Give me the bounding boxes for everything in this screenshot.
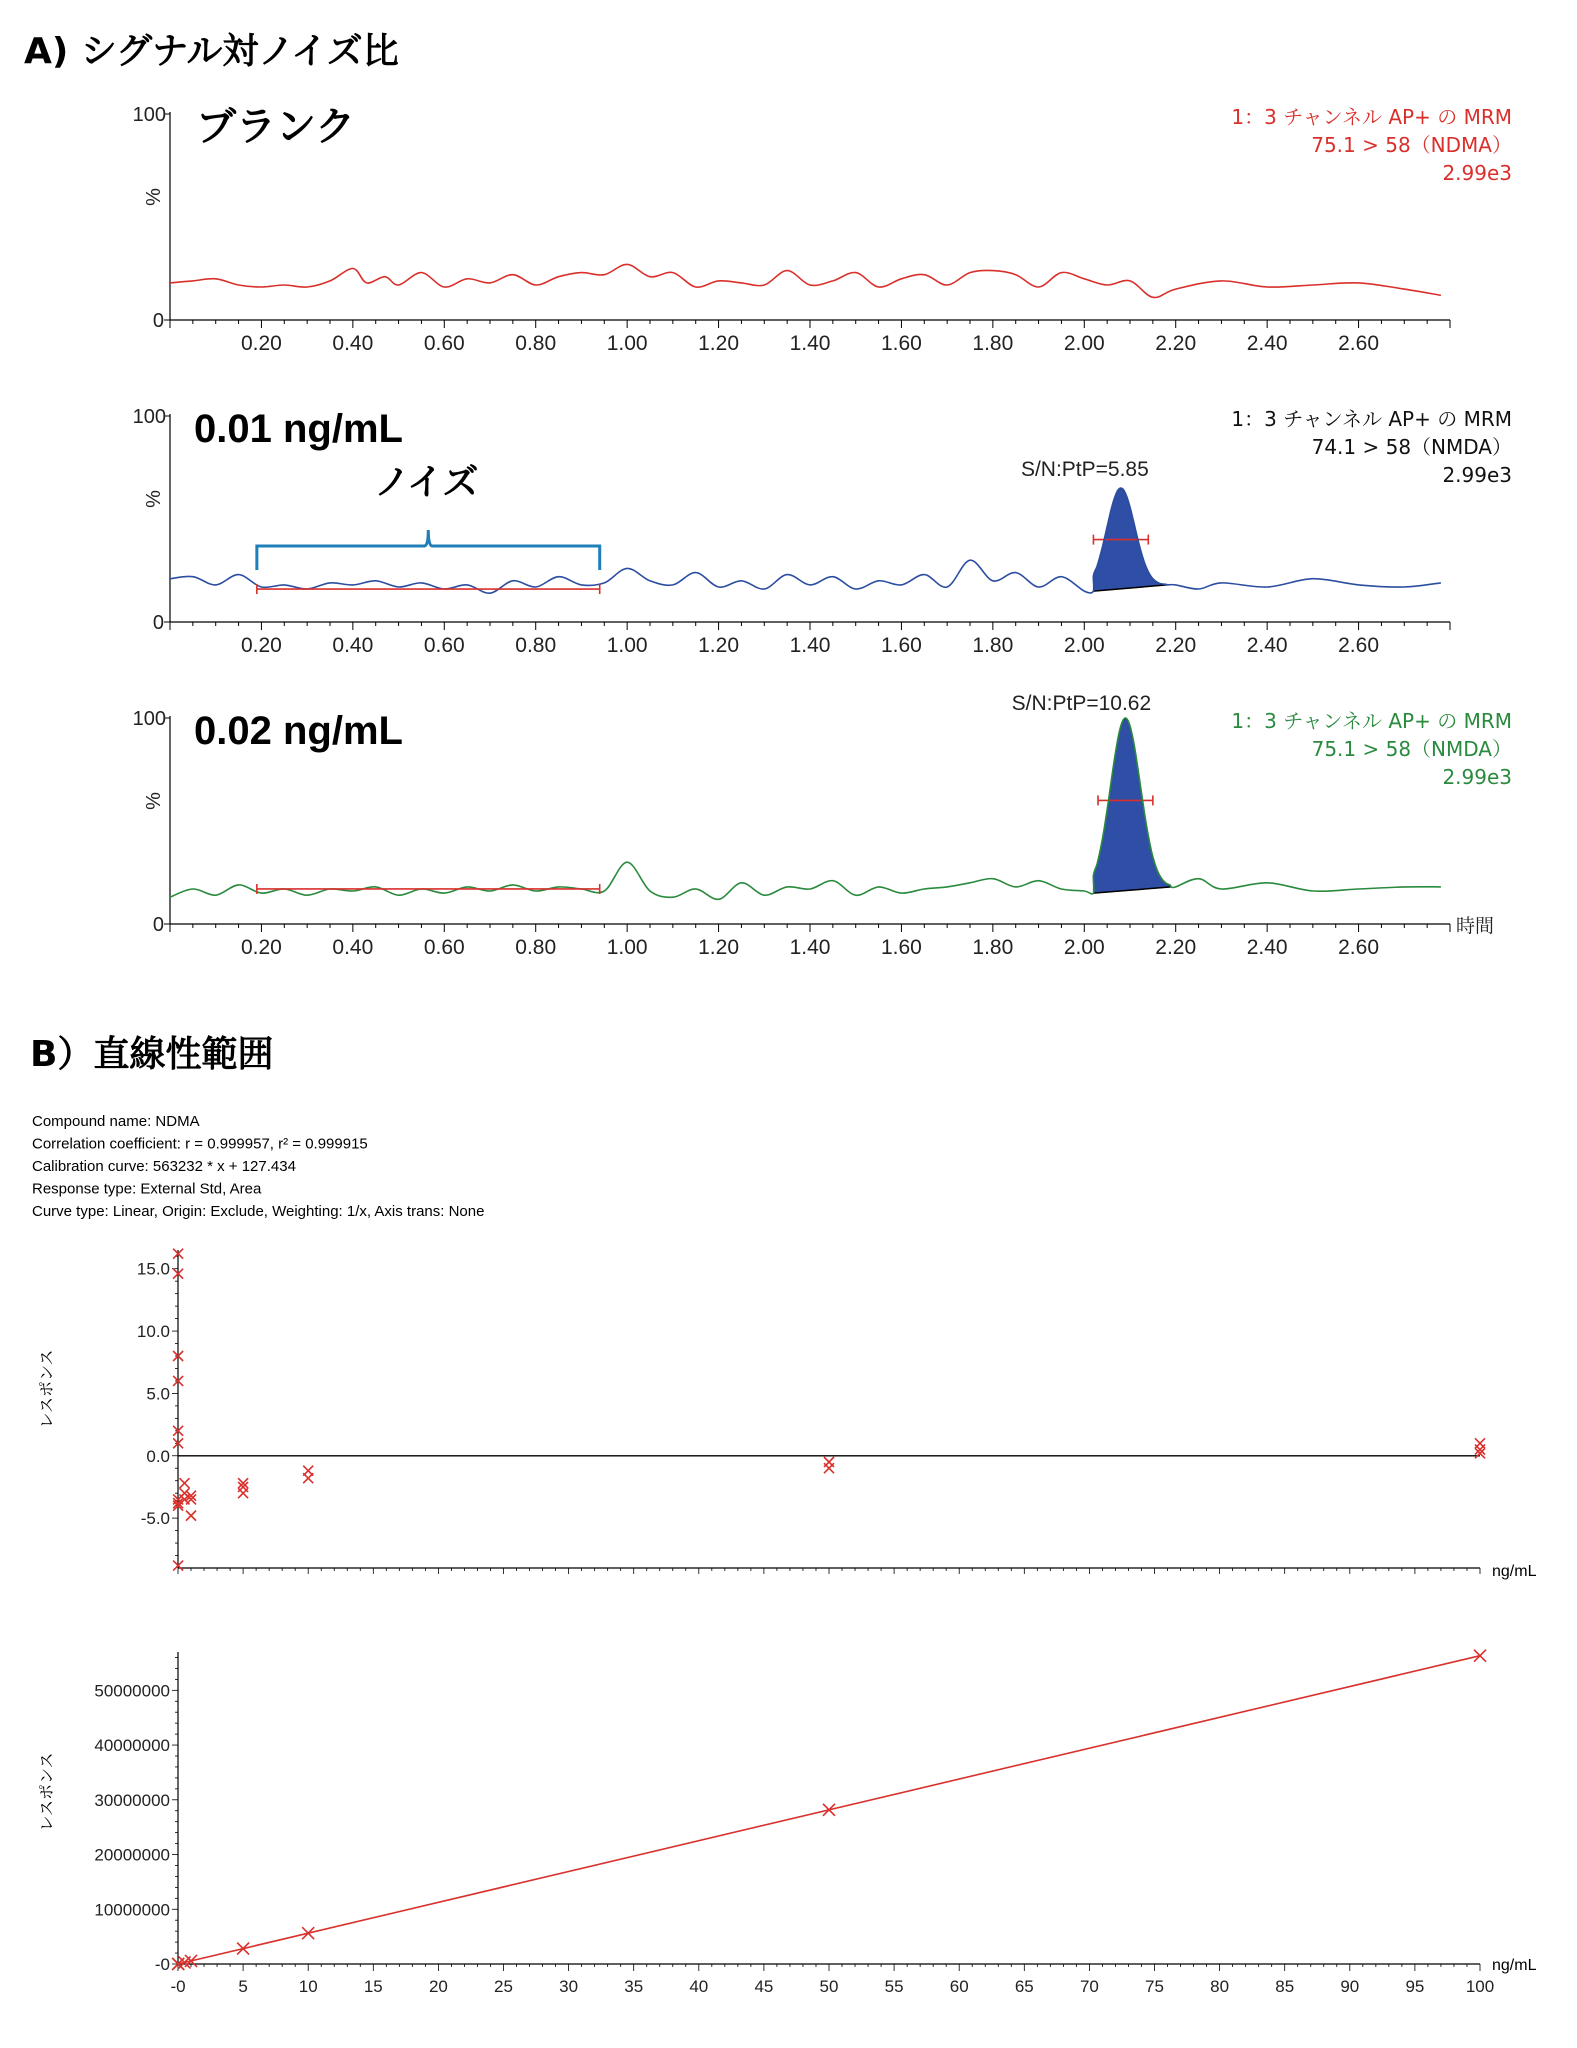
y-tick-label: 50000000 xyxy=(94,1681,170,1701)
y-tick-label: 0 xyxy=(152,612,164,634)
x-tick-label: 5 xyxy=(238,1977,248,1996)
compound-info-line: Response type: External Std, Area xyxy=(32,1180,262,1198)
x-tick-label: 25 xyxy=(494,1977,513,1996)
panel-label: 0.01 ng/mL xyxy=(194,407,403,451)
x-tick-label: 1.20 xyxy=(698,936,740,959)
x-tick-label: 2.00 xyxy=(1063,332,1105,355)
y-tick-label: 20000000 xyxy=(94,1845,170,1865)
x-tick-label: 1.60 xyxy=(880,634,922,657)
channel-info: 1：3 チャンネル AP+ の MRM xyxy=(1231,105,1512,129)
data-point xyxy=(823,1804,835,1816)
x-tick-label: 55 xyxy=(884,1977,904,1996)
y-tick-label: 100 xyxy=(132,708,166,730)
x-tick-label: 70 xyxy=(1079,1977,1099,1996)
x-axis-label: ng/mL xyxy=(1492,1563,1537,1580)
data-point xyxy=(824,1463,834,1473)
compound-info xyxy=(32,1113,484,1220)
noise-bracket xyxy=(257,530,600,570)
x-tick-label: 2.40 xyxy=(1246,332,1288,355)
channel-info: 2.99e3 xyxy=(1442,765,1512,789)
y-axis-label: % xyxy=(143,188,165,206)
x-tick-label: 2.40 xyxy=(1246,634,1288,657)
x-tick-label: 2.20 xyxy=(1155,332,1197,355)
sn-label: S/N:PtP=5.85 xyxy=(1020,458,1149,482)
section-b-title: B）直線性範囲 xyxy=(30,1034,274,1075)
y-tick-label: 100 xyxy=(132,104,166,126)
section-a-title: A) シグナル対ノイズ比 xyxy=(24,31,399,72)
panel-label: ブランク xyxy=(196,105,356,149)
x-tick-label: 50 xyxy=(819,1977,839,1996)
x-tick-label: 90 xyxy=(1340,1977,1360,1996)
x-tick-label: 40 xyxy=(689,1977,709,1996)
compound-info-line: Curve type: Linear, Origin: Exclude, Weighting: 1/x, Axis trans: None xyxy=(32,1203,485,1220)
x-tick-label: 1.40 xyxy=(789,936,831,959)
chromatogram-blank xyxy=(133,104,1512,355)
x-tick-label: 1.80 xyxy=(972,634,1014,657)
x-tick-label: 2.20 xyxy=(1155,936,1197,959)
x-tick-label: 15 xyxy=(363,1977,383,1996)
x-tick-label: 2.60 xyxy=(1338,634,1380,657)
channel-info: 1：3 チャンネル AP+ の MRM xyxy=(1231,709,1512,733)
y-axis-label: レスポンス xyxy=(39,1752,56,1832)
panel-label: 0.02 ng/mL xyxy=(194,709,403,753)
data-point xyxy=(303,1473,313,1483)
x-tick-label: 80 xyxy=(1210,1977,1230,1996)
x-tick-label: 0.20 xyxy=(240,936,282,959)
x-tick-label: 1.00 xyxy=(606,332,648,355)
noise-label: ノイズ xyxy=(374,462,479,503)
x-axis-label: 時間 xyxy=(1456,916,1495,937)
sn-label: S/N:PtP=10.62 xyxy=(1011,692,1152,715)
x-tick-label: 1.80 xyxy=(972,332,1014,355)
x-tick-label: 2.00 xyxy=(1063,634,1105,657)
y-tick-label: 40000000 xyxy=(94,1736,170,1756)
x-tick-label: 85 xyxy=(1275,1977,1295,1996)
x-tick-label: 95 xyxy=(1405,1977,1425,1996)
x-tick-label: 45 xyxy=(754,1977,774,1996)
x-tick-label: 0.80 xyxy=(515,332,557,355)
x-tick-label: 1.20 xyxy=(698,634,740,657)
trace-line xyxy=(170,488,1441,593)
peak-area xyxy=(1093,718,1171,893)
y-axis-label: % xyxy=(143,792,165,810)
x-tick-label: 1.00 xyxy=(606,634,648,657)
x-tick-label: 65 xyxy=(1014,1977,1034,1996)
channel-info: 75.1 > 58（NDMA） xyxy=(1311,133,1512,157)
residual-plot xyxy=(38,1249,1537,1580)
x-tick-label: 0.40 xyxy=(332,634,374,657)
trace-line xyxy=(170,264,1441,297)
channel-info: 2.99e3 xyxy=(1442,161,1512,185)
channel-info: 2.99e3 xyxy=(1442,463,1512,487)
channel-info: 75.1 > 58（NMDA） xyxy=(1311,737,1512,761)
y-tick-label: 15.0 xyxy=(136,1259,170,1279)
y-tick-label: 0.0 xyxy=(146,1446,170,1466)
x-tick-label: 2.60 xyxy=(1338,936,1380,959)
channel-info: 1：3 チャンネル AP+ の MRM xyxy=(1231,407,1512,431)
x-tick-label: 75 xyxy=(1145,1977,1164,1996)
y-tick-label: -5.0 xyxy=(140,1509,170,1529)
x-tick-label: 2.20 xyxy=(1155,634,1197,657)
y-axis-label: レスポンス xyxy=(39,1349,56,1429)
channel-info: 74.1 > 58（NMDA） xyxy=(1311,435,1512,459)
data-point xyxy=(238,1488,248,1498)
x-tick-label: 30 xyxy=(559,1977,579,1996)
x-tick-label: 1.60 xyxy=(880,332,922,355)
x-tick-label: 2.60 xyxy=(1338,332,1380,355)
x-tick-label: -0 xyxy=(170,1977,186,1996)
data-point xyxy=(180,1478,190,1488)
x-tick-label: 0.20 xyxy=(240,634,282,657)
x-tick-label: 20 xyxy=(428,1977,448,1996)
x-tick-label: 0.80 xyxy=(515,936,557,959)
calibration-plot xyxy=(38,1650,1537,1996)
data-point xyxy=(237,1943,249,1955)
x-tick-label: 100 xyxy=(1465,1977,1495,1996)
compound-info-line: Calibration curve: 563232 * x + 127.434 xyxy=(32,1158,296,1175)
data-point xyxy=(1474,1650,1486,1662)
x-tick-label: 1.40 xyxy=(789,332,831,355)
x-axis-label: ng/mL xyxy=(1492,1957,1537,1974)
y-tick-label: 10.0 xyxy=(136,1322,170,1342)
x-tick-label: 0.60 xyxy=(423,936,465,959)
x-tick-label: 2.40 xyxy=(1246,936,1288,959)
y-tick-label: -0 xyxy=(154,1955,170,1974)
x-tick-label: 0.80 xyxy=(515,634,557,657)
compound-info-line: Correlation coefficient: r = 0.999957, r² = 0.999915 xyxy=(32,1135,368,1153)
x-tick-label: 1.60 xyxy=(880,936,922,959)
y-tick-label: 100 xyxy=(132,406,166,428)
x-tick-label: 1.00 xyxy=(606,936,648,959)
x-tick-label: 10 xyxy=(298,1977,318,1996)
x-tick-label: 1.40 xyxy=(789,634,831,657)
y-tick-label: 5.0 xyxy=(146,1384,170,1404)
data-point xyxy=(186,1511,196,1521)
x-tick-label: 35 xyxy=(624,1977,644,1996)
compound-info-line: Compound name: NDMA xyxy=(32,1113,200,1130)
x-tick-label: 1.20 xyxy=(698,332,740,355)
x-tick-label: 2.00 xyxy=(1063,936,1105,959)
x-tick-label: 0.40 xyxy=(332,936,374,959)
chromatogram-0-02 xyxy=(133,692,1512,959)
x-tick-label: 0.60 xyxy=(423,634,465,657)
x-tick-label: 1.80 xyxy=(972,936,1014,959)
x-tick-label: 0.40 xyxy=(332,332,374,355)
y-axis-label: % xyxy=(143,490,165,508)
y-tick-label: 0 xyxy=(152,310,164,332)
x-tick-label: 0.20 xyxy=(240,332,282,355)
y-tick-label: 30000000 xyxy=(94,1790,170,1810)
chromatogram-0-01 xyxy=(133,406,1512,657)
y-tick-label: 10000000 xyxy=(94,1900,170,1920)
x-tick-label: 60 xyxy=(949,1977,969,1996)
data-point xyxy=(302,1927,314,1939)
x-tick-label: 0.60 xyxy=(423,332,465,355)
y-tick-label: 0 xyxy=(152,914,164,936)
